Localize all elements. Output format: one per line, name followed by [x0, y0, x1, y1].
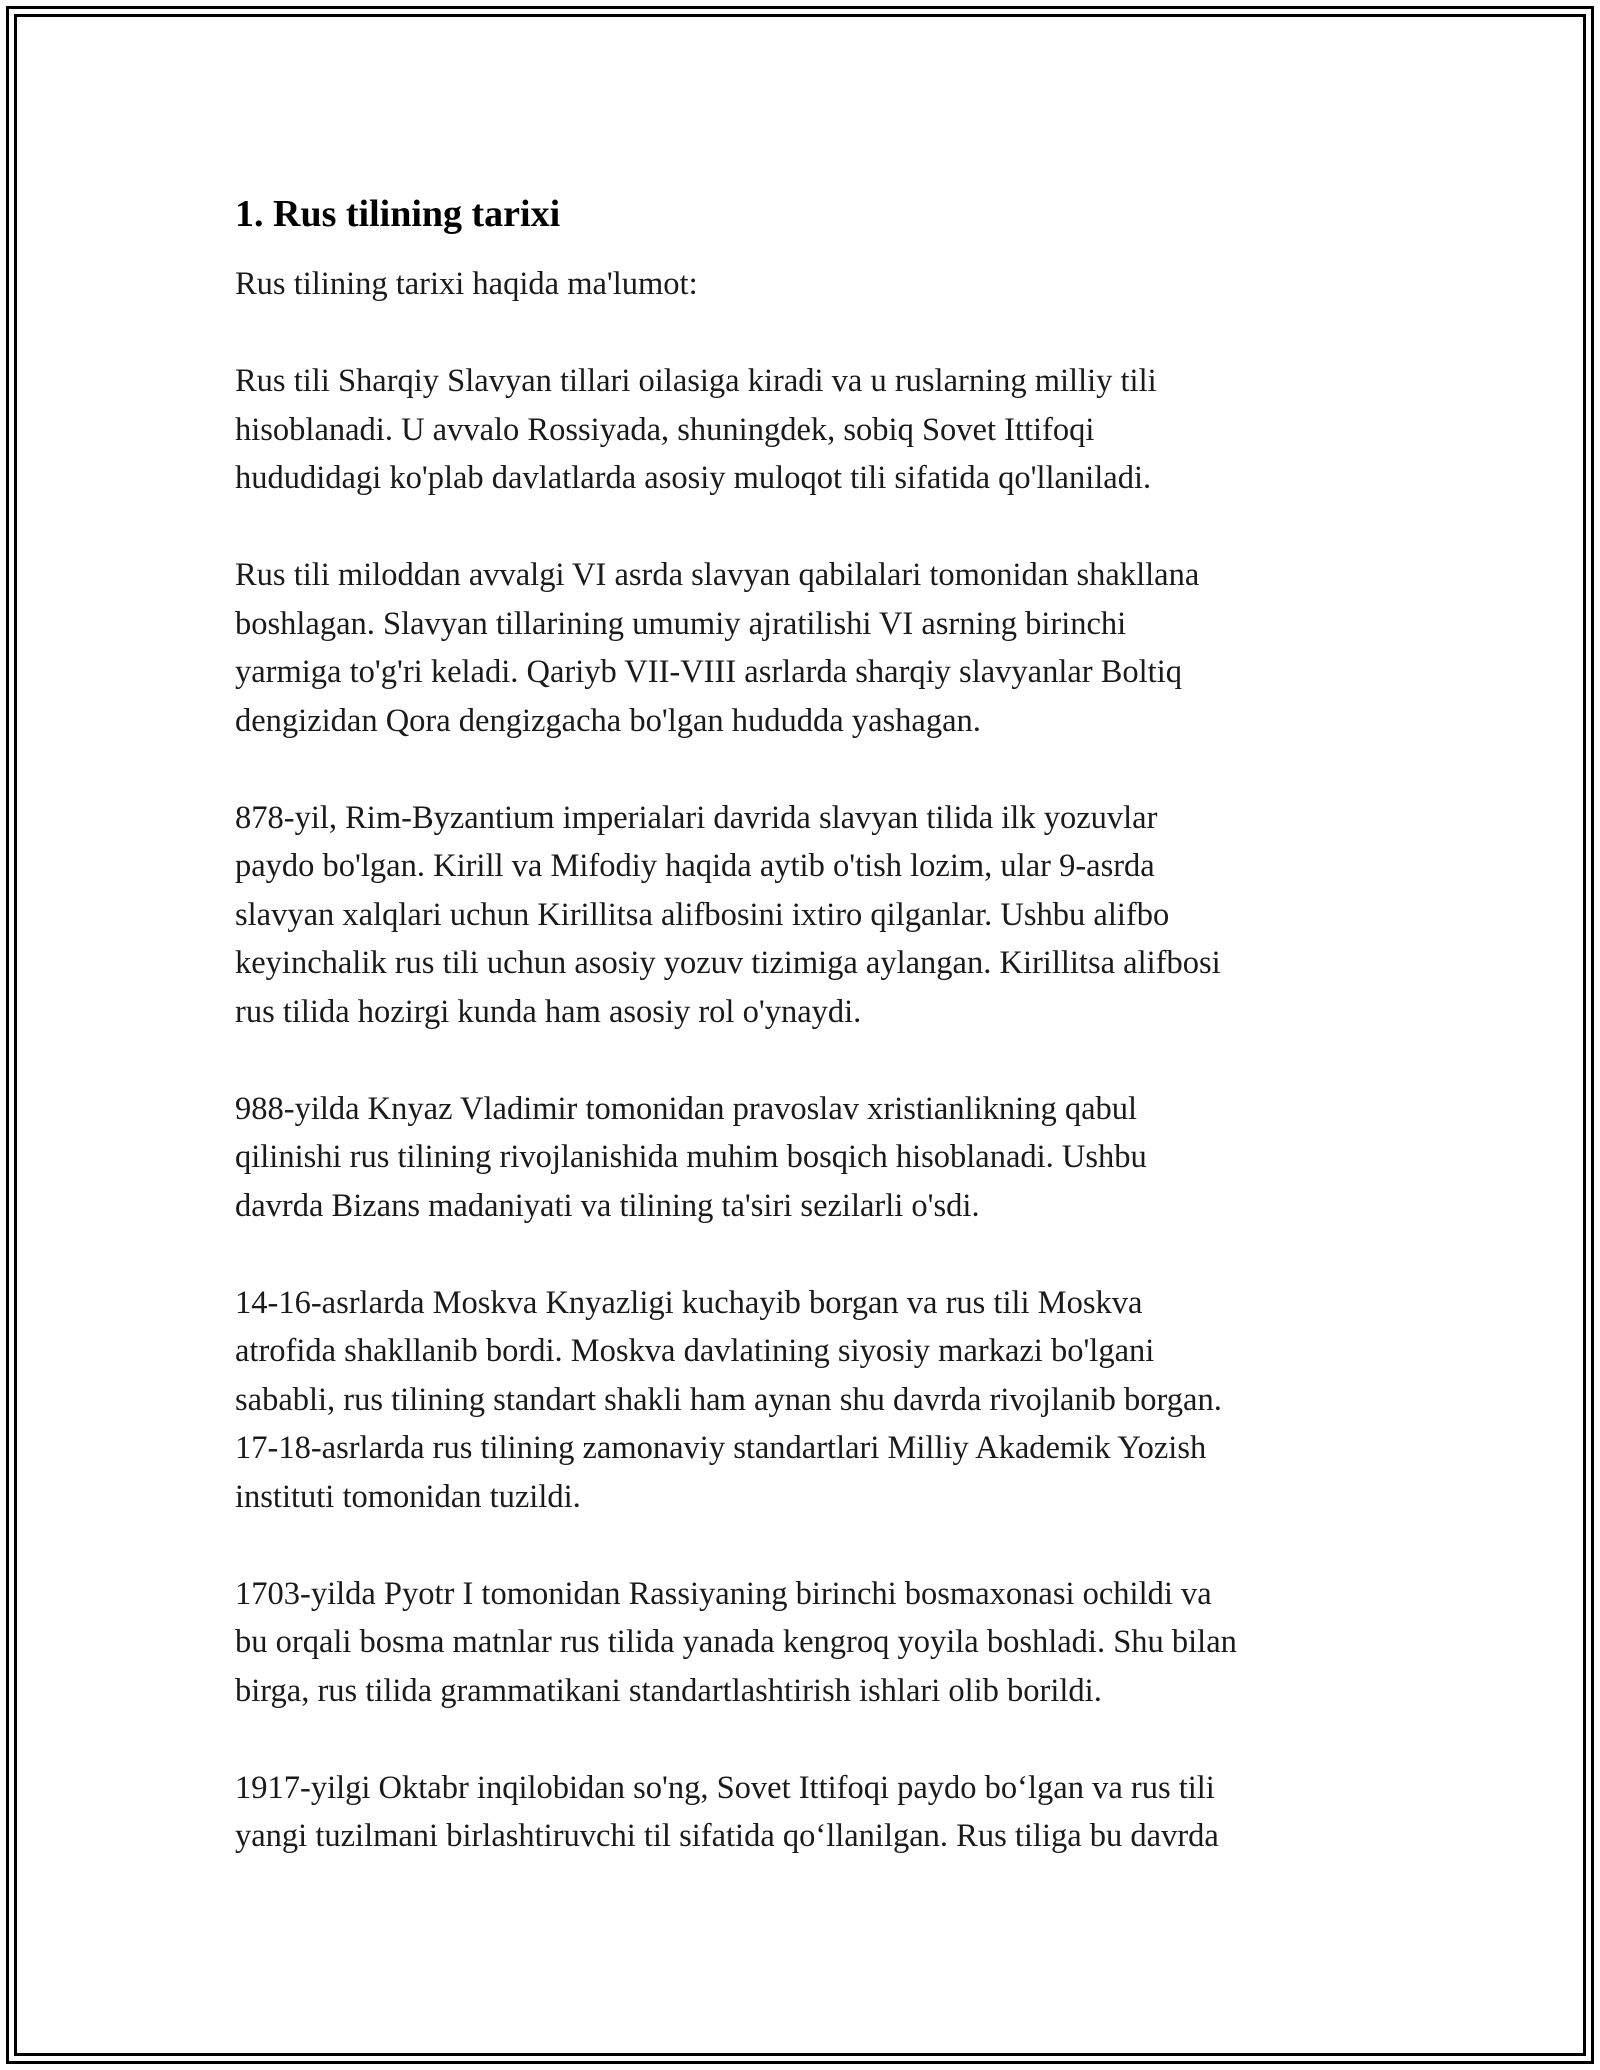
- paragraph: [235, 357, 1405, 503]
- text-line: qilinishi rus tilining rivojlanishida muhim bosqich hisoblanadi. Ushbu: [235, 1139, 1147, 1175]
- text-line: davrda Bizans madaniyati va tilining ta'siri sezilarli o'sdi.: [235, 1187, 980, 1224]
- text-line: keyinchalik rus tili uchun asosiy yozuv tizimiga aylangan. Kirillitsa alifbosi: [235, 945, 1221, 981]
- text-line: Rus tili Sharqiy Slavyan tillari oilasiga kiradi va u ruslarning milliy tili: [235, 363, 1157, 399]
- text-line: 878-yil, Rim-Byzantium imperialari davrida slavyan tilida ilk yozuvlar: [235, 799, 1158, 836]
- text-line: yarmiga to'g'ri keladi. Qariyb VII-VIII asrlarda sharqiy slavyanlar Boltiq: [235, 654, 1182, 690]
- paragraph-list: [235, 260, 1405, 1861]
- paragraph: [235, 260, 1405, 309]
- text-line: rus tilida hozirgi kunda ham asosiy rol o'ynaydi.: [235, 993, 862, 1030]
- document-title: 1. Rus tilining tarixi: [235, 193, 561, 235]
- text-line: 1917-yilgi Oktabr inqilobidan so'ng, Sovet Ittifoqi paydo bo‘lgan va rus tili: [235, 1769, 1215, 1806]
- text-line: boshlagan. Slavyan tillarining umumiy ajratilishi VI asrning birinchi: [235, 605, 1127, 642]
- paragraph: [235, 1085, 1405, 1231]
- paragraph: [235, 1570, 1405, 1716]
- text-line: paydo bo'lgan. Kirill va Mifodiy haqida aytib o'tish lozim, ular 9-asrda: [235, 848, 1155, 884]
- text-line: 988-yilda Knyaz Vladimir tomonidan pravoslav xristianlikning qabul: [235, 1090, 1138, 1127]
- text-line: yangi tuzilmani birlashtiruvchi til sifatida qo‘llanilgan. Rus tiliga bu davrda: [235, 1818, 1219, 1854]
- paragraph: [235, 1764, 1405, 1861]
- text-line: bu orqali bosma matnlar rus tilida yanada kengroq yoyila boshladi. Shu bilan: [235, 1624, 1237, 1660]
- text-line: birga, rus tilida grammatikani standartlashtirish ishlari olib borildi.: [235, 1672, 1102, 1709]
- text-line: 1703-yilda Pyotr I tomonidan Rassiyaning birinchi bosmaxonasi ochildi va: [235, 1575, 1212, 1612]
- text-line: hududidagi ko'plab davlatlarda asosiy muloqot tili sifatida qo'llaniladi.: [235, 460, 1152, 496]
- text-line: Rus tili miloddan avvalgi VI asrda slavyan qabilalari tomonidan shakllana: [235, 557, 1200, 593]
- paragraph: [235, 1279, 1405, 1522]
- text-line: dengizidan Qora dengizgacha bo'lgan hududda yashagan.: [235, 702, 981, 739]
- text-line: slavyan xalqlari uchun Kirillitsa alifbosini ixtiro qilganlar. Ushbu alifbo: [235, 896, 1170, 933]
- paragraph: [235, 794, 1405, 1037]
- text-line: atrofida shakllanib bordi. Moskva davlatining siyosiy markazi bo'lgani: [235, 1333, 1155, 1369]
- text-line: instituti tomonidan tuzildi.: [235, 1478, 581, 1515]
- document-body: [235, 188, 1405, 1909]
- text-line: Rus tilining tarixi haqida ma'lumot:: [235, 266, 698, 302]
- text-line: 14-16-asrlarda Moskva Knyazligi kuchayib borgan va rus tili Moskva: [235, 1284, 1143, 1321]
- text-line: 17-18-asrlarda rus tilining zamonaviy standartlari Milliy Akademik Yozish: [235, 1430, 1207, 1466]
- paragraph: [235, 551, 1405, 745]
- text-line: sababli, rus tilining standart shakli ham aynan shu davrda rivojlanib borgan.: [235, 1381, 1222, 1418]
- text-line: hisoblanadi. U avvalo Rossiyada, shuningdek, sobiq Sovet Ittifoqi: [235, 411, 1095, 448]
